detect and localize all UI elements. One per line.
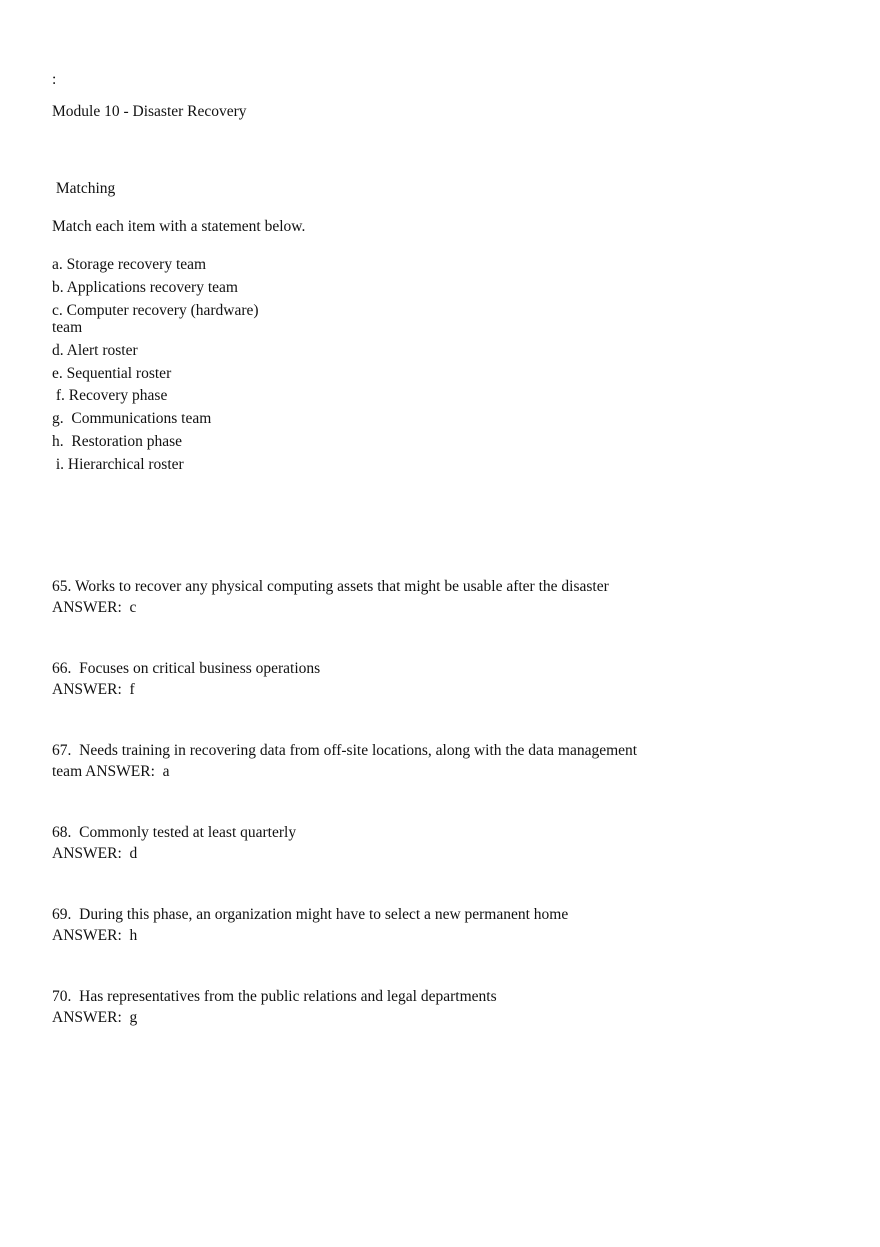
question-text: 70. Has representatives from the public relations and legal departments: [52, 988, 497, 1005]
option-item: h. Restoration phase: [52, 433, 183, 450]
instruction-text: Match each item with a statement below.: [52, 218, 306, 235]
option-item: i. Hierarchical roster: [52, 456, 184, 473]
section-heading: Matching: [52, 180, 116, 197]
page-title: Module 10 - Disaster Recovery: [52, 103, 247, 120]
answer-text: ANSWER: g: [52, 1009, 138, 1026]
option-item: g. Communications team: [52, 410, 212, 427]
option-item: c. Computer recovery (hardware): [52, 302, 259, 319]
option-item: a. Storage recovery team: [52, 256, 207, 273]
answer-text: ANSWER: c: [52, 599, 137, 616]
option-item: e. Sequential roster: [52, 365, 172, 382]
option-item: d. Alert roster: [52, 342, 138, 359]
answer-text: ANSWER: h: [52, 927, 138, 944]
answer-text: ANSWER: f: [52, 681, 135, 698]
question-text: 67. Needs training in recovering data from off-site locations, along with the data management: [52, 742, 638, 759]
question-text: 68. Commonly tested at least quarterly: [52, 824, 297, 841]
answer-text: ANSWER: d: [52, 845, 138, 862]
question-text: 69. During this phase, an organization might have to select a new permanent home: [52, 906, 569, 923]
question-text: 65. Works to recover any physical computing assets that might be usable after the disaster: [52, 578, 609, 595]
option-item: b. Applications recovery team: [52, 279, 238, 296]
option-item-continuation: team: [52, 319, 83, 336]
header-colon: :: [52, 71, 57, 88]
option-item: f. Recovery phase: [52, 387, 168, 404]
question-text: 66. Focuses on critical business operations: [52, 660, 321, 677]
answer-text: team ANSWER: a: [52, 763, 170, 780]
